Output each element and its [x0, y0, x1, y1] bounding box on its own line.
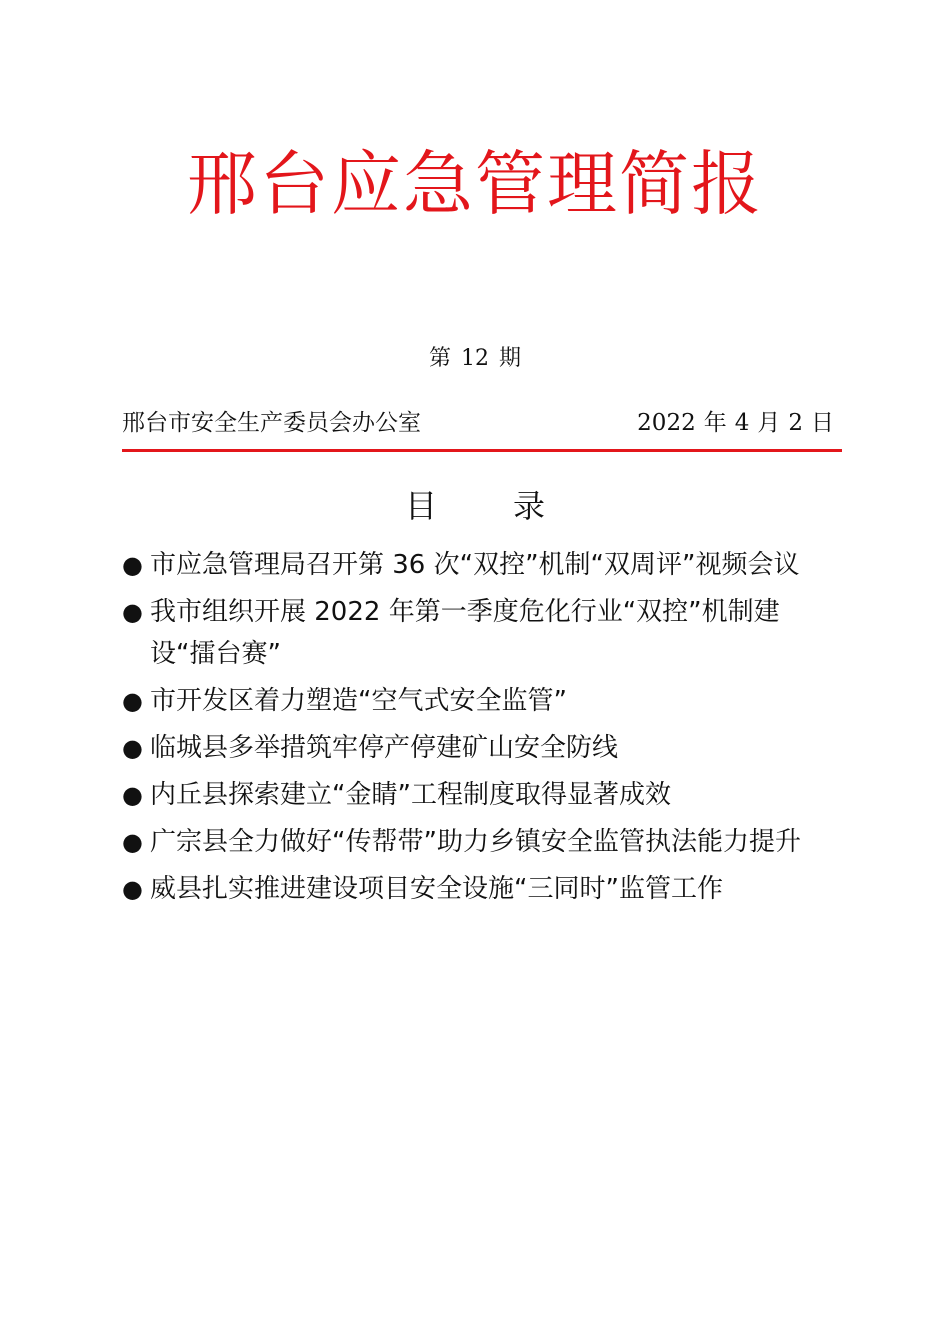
toc-heading	[0, 484, 950, 528]
bullet-icon: ●	[122, 734, 143, 762]
toc-item-text: 威县扎实推进建设项目安全设施“三同时”监管工作	[150, 874, 723, 904]
toc-item-text: 广宗县全力做好“传帮带”助力乡镇安全监管执法能力提升	[150, 827, 801, 857]
bullet-icon: ●	[122, 781, 143, 809]
toc-item-text: 我市组织开展 2022 年第一季度危化行业“双控”机制建设“擂台赛”	[150, 597, 780, 669]
date-year-unit: 年	[703, 410, 727, 436]
issuer: 邢台市安全生产委员会办公室	[122, 410, 421, 436]
toc-item[interactable]	[122, 544, 822, 586]
date-month-unit: 月	[757, 410, 781, 436]
masthead-title: 邢台应急管理简报	[187, 143, 763, 225]
date-day: 2	[788, 410, 803, 436]
date-month: 4	[734, 410, 750, 436]
publish-date	[637, 406, 834, 440]
issue-suffix: 期	[499, 346, 522, 371]
publication-info	[122, 406, 838, 440]
issue-number	[0, 344, 950, 374]
toc-item-text: 市开发区着力塑造“空气式安全监管”	[150, 686, 567, 716]
header-rule	[122, 449, 842, 452]
toc-heading-left: 目	[404, 487, 437, 525]
toc-item-text: 市应急管理局召开第 36 次“双控”机制“双周评”视频会议	[150, 550, 800, 580]
issue-prefix: 第	[428, 346, 451, 371]
date-day-unit: 日	[811, 410, 834, 436]
bullet-icon: ●	[122, 598, 143, 626]
toc-item[interactable]	[122, 821, 822, 863]
bullet-icon: ●	[122, 875, 143, 903]
toc-item[interactable]	[122, 774, 822, 816]
issue-value: 12	[461, 346, 489, 371]
bullet-icon: ●	[122, 551, 143, 579]
date-year: 2022	[637, 410, 696, 436]
toc-item[interactable]	[122, 727, 822, 769]
toc-item-text: 临城县多举措筑牢停产停建矿山安全防线	[150, 733, 619, 763]
toc-item[interactable]	[122, 868, 822, 910]
toc-heading-right: 录	[513, 487, 546, 525]
bullet-icon: ●	[122, 687, 143, 715]
toc-list	[122, 544, 822, 915]
bullet-icon: ●	[122, 828, 143, 856]
toc-item[interactable]	[122, 680, 822, 722]
toc-item[interactable]	[122, 591, 822, 675]
toc-item-text: 内丘县探索建立“金睛”工程制度取得显著成效	[150, 780, 671, 810]
